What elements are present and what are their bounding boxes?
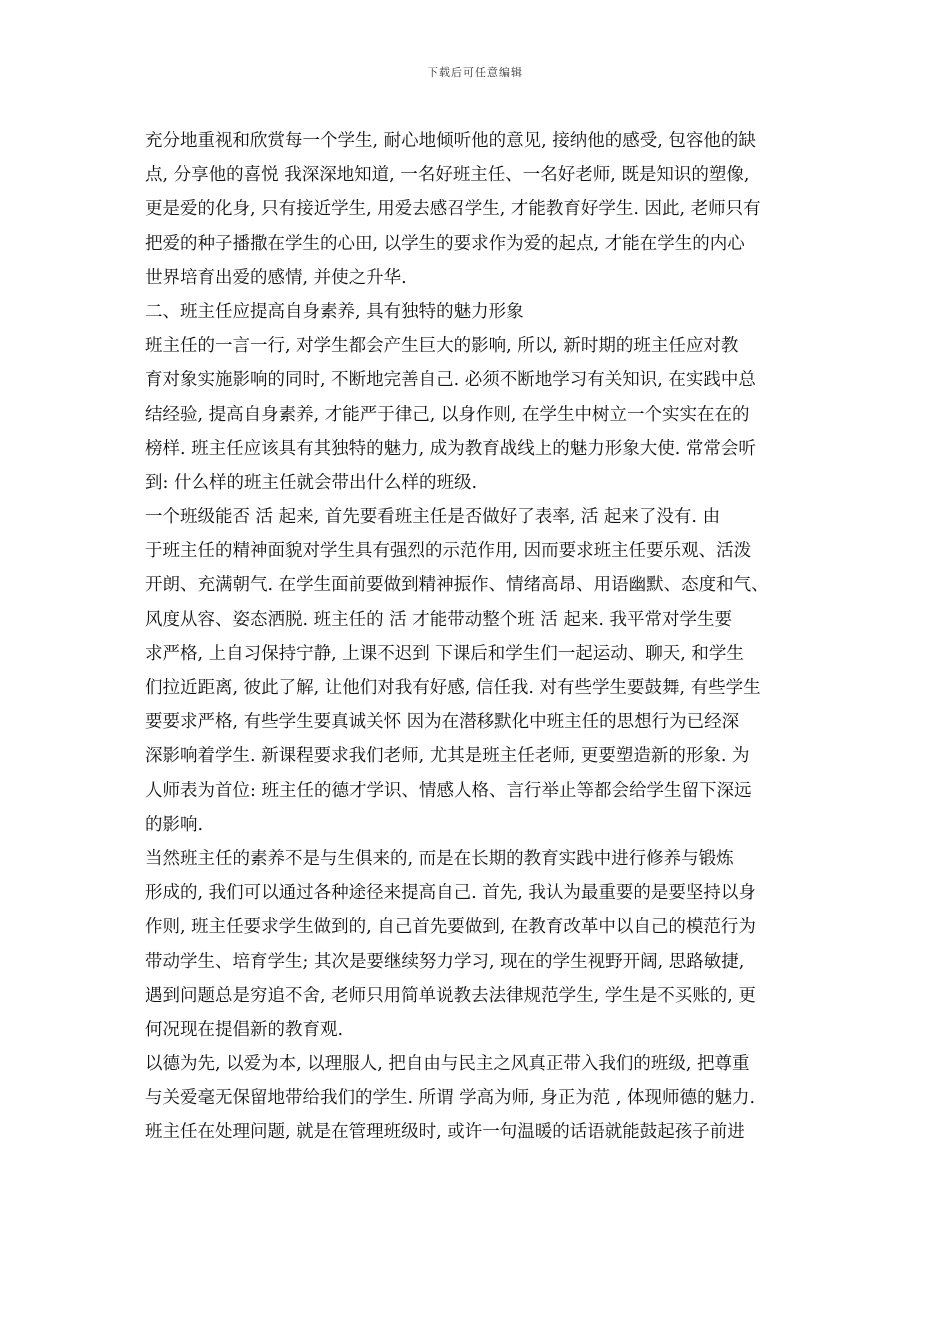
text-line: 何况现在提倡新的教育观. (145, 1019, 344, 1040)
text-line: 开朗、充满朝气. 在学生面前要做到精神振作、情绪高昂、用语幽默、态度和气、 (145, 575, 769, 596)
text-line: 当然班主任的素养不是与生俱来的, 而是在长期的教育实践中进行修养与锻炼 (145, 848, 734, 869)
text-line: 把爱的种子播撒在学生的心田, 以学生的要求作为爱的起点, 才能在学生的内心 (145, 233, 745, 254)
text-line: 风度从容、姿态洒脱. 班主任的 活 才能带动整个班 活 起来. 我平常对学生要 (145, 609, 732, 630)
section-heading: 二、班主任应提高自身素养, 具有独特的魅力形象 (145, 301, 524, 322)
text-line: 结经验, 提高自身素养, 才能严于律己, 以身作则, 在学生中树立一个实实在在的 (145, 404, 750, 425)
text-line: 班主任在处理问题, 就是在管理班级时, 或许一句温暖的话语就能鼓起孩子前进 (145, 1122, 745, 1143)
text-line: 更是爱的化身, 只有接近学生, 用爱去感召学生, 才能教育好学生. 因此, 老师只有 (145, 199, 761, 220)
text-line: 带动学生、培育学生; 其次是要继续努力学习, 现在的学生视野开阔, 思路敏捷, (145, 951, 745, 972)
text-line: 充分地重视和欣赏每一个学生, 耐心地倾听他的意见, 接纳他的感受, 包容他的缺 (145, 131, 756, 151)
document-body (145, 124, 815, 1150)
text-line: 求严格, 上自习保持宁静, 上课不迟到 下课后和学生们一起运动、聊天, 和学生 (145, 643, 744, 664)
text-line: 榜样. 班主任应该具有其独特的魅力, 成为教育战线上的魅力形象大使. 常常会听 (145, 438, 756, 459)
text-line: 作则, 班主任要求学生做到的, 自己首先要做到, 在教育改革中以自己的模范行为 (145, 917, 756, 938)
text-line: 要要求严格, 有些学生要真诚关怀 因为在潜移默化中班主任的思想行为已经深 (145, 712, 740, 733)
text-line: 世界培育出爱的感情, 并使之升华. (145, 267, 407, 288)
page-header: 下载后可任意编辑 (427, 66, 523, 79)
text-line: 育对象实施影响的同时, 不断地完善自己. 必须不断地学习有关知识, 在实践中总 (145, 370, 756, 391)
text-line: 以德为先, 以爱为本, 以理服人, 把自由与民主之风真正带入我们的班级, 把尊重 (145, 1054, 750, 1075)
text-line: 到: 什么样的班主任就会带出什么样的班级. (145, 472, 478, 493)
text-line: 于班主任的精神面貌对学生具有强烈的示范作用, 因而要求班主任要乐观、活泼 (145, 541, 752, 562)
text-line: 与关爱毫无保留地带给我们的学生. 所谓 学高为师, 身正为范 , 体现师德的魅力. (145, 1088, 756, 1109)
text-line: 深影响着学生. 新课程要求我们老师, 尤其是班主任老师, 更要塑造新的形象. 为 (145, 746, 750, 767)
text-line: 们拉近距离, 彼此了解, 让他们对我有好感, 信任我. 对有些学生要鼓舞, 有些学生 (145, 678, 761, 698)
text-line: 的影响. (145, 814, 204, 835)
text-line: 班主任的一言一行, 对学生都会产生巨大的影响, 所以, 新时期的班主任应对教 (145, 336, 739, 357)
text-line: 人师表为首位: 班主任的德才学识、情感人格、言行举止等都会给学生留下深远 (145, 780, 752, 801)
text-line: 遇到问题总是穷追不舍, 老师只用简单说教去法律规范学生, 学生是不买账的, 更 (145, 985, 756, 1006)
text-line: 一个班级能否 活 起来, 首先要看班主任是否做好了表率, 活 起来了没有. 由 (145, 507, 721, 528)
text-line: 形成的, 我们可以通过各种途径来提高自己. 首先, 我认为最重要的是要坚持以身 (145, 883, 756, 904)
text-line: 点, 分享他的喜悦 我深深地知道, 一名好班主任、一名好老师, 既是知识的塑像, (145, 165, 750, 186)
